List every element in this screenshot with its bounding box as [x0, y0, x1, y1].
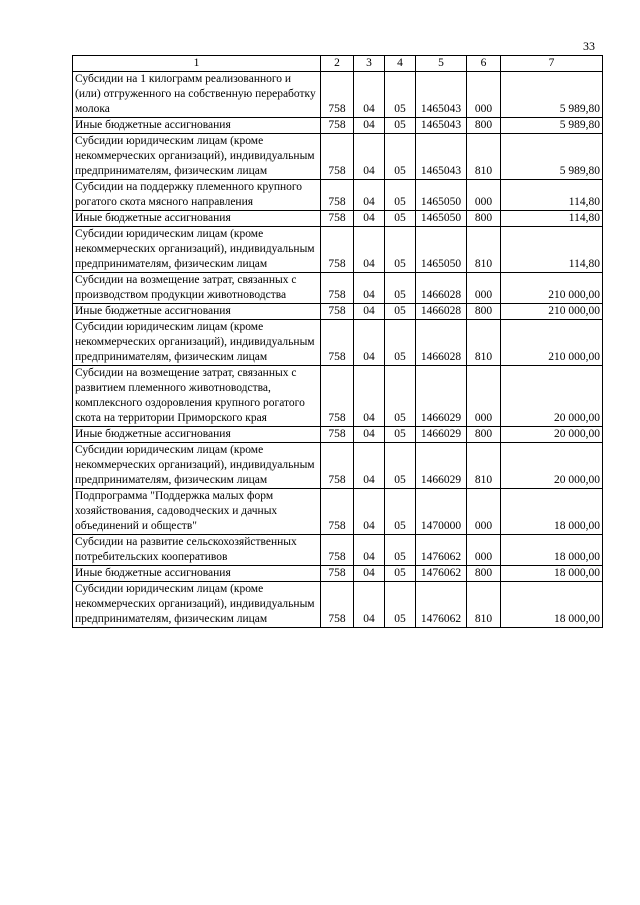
cell-amount: 20 000,00	[501, 366, 603, 427]
cell-amount: 5 989,80	[501, 118, 603, 134]
cell-code-2: 758	[321, 118, 354, 134]
cell-code-5: 1465043	[416, 134, 467, 180]
cell-code-5: 1470000	[416, 489, 467, 535]
cell-amount: 5 989,80	[501, 134, 603, 180]
header-col-5: 5	[416, 56, 467, 72]
cell-code-4: 05	[385, 427, 416, 443]
cell-code-6: 800	[467, 211, 501, 227]
table-row	[73, 227, 603, 273]
table-row	[73, 180, 603, 211]
cell-code-6: 800	[467, 427, 501, 443]
cell-amount: 114,80	[501, 227, 603, 273]
cell-code-2: 758	[321, 443, 354, 489]
cell-code-5: 1465050	[416, 180, 467, 211]
cell-code-3: 04	[354, 366, 385, 427]
cell-amount: 5 989,80	[501, 72, 603, 118]
cell-code-6: 000	[467, 366, 501, 427]
cell-code-2: 758	[321, 211, 354, 227]
cell-code-2: 758	[321, 180, 354, 211]
cell-amount: 210 000,00	[501, 304, 603, 320]
cell-code-4: 05	[385, 180, 416, 211]
table-row	[73, 118, 603, 134]
cell-amount: 210 000,00	[501, 273, 603, 304]
cell-code-5: 1476062	[416, 566, 467, 582]
cell-code-6: 800	[467, 304, 501, 320]
table-row	[73, 535, 603, 566]
cell-code-3: 04	[354, 427, 385, 443]
page-number: 33	[583, 39, 595, 53]
cell-code-2: 758	[321, 134, 354, 180]
header-col-7: 7	[501, 56, 603, 72]
table-row	[73, 366, 603, 427]
cell-code-6: 810	[467, 582, 501, 628]
cell-code-5: 1466028	[416, 320, 467, 366]
cell-code-3: 04	[354, 118, 385, 134]
cell-code-5: 1476062	[416, 582, 467, 628]
cell-code-5: 1465050	[416, 211, 467, 227]
table-row	[73, 304, 603, 320]
cell-code-5: 1476062	[416, 535, 467, 566]
cell-name: Иные бюджетные ассигнования	[73, 304, 321, 320]
cell-code-3: 04	[354, 211, 385, 227]
cell-code-2: 758	[321, 427, 354, 443]
cell-code-5: 1465043	[416, 72, 467, 118]
cell-code-4: 05	[385, 535, 416, 566]
cell-code-4: 05	[385, 489, 416, 535]
table-row	[73, 273, 603, 304]
table-row	[73, 427, 603, 443]
cell-code-3: 04	[354, 489, 385, 535]
cell-code-2: 758	[321, 72, 354, 118]
cell-amount: 18 000,00	[501, 566, 603, 582]
cell-code-2: 758	[321, 489, 354, 535]
cell-amount: 18 000,00	[501, 489, 603, 535]
cell-amount: 20 000,00	[501, 443, 603, 489]
cell-name: Субсидии юридическим лицам (кроме некоммерческих организаций), индивидуальным предпринимателям, физическим лицам	[73, 582, 321, 628]
cell-code-6: 810	[467, 443, 501, 489]
cell-code-3: 04	[354, 227, 385, 273]
header-col-3: 3	[354, 56, 385, 72]
table-row	[73, 489, 603, 535]
cell-name: Субсидии на поддержку племенного крупного рогатого скота мясного направления	[73, 180, 321, 211]
cell-name: Иные бюджетные ассигнования	[73, 211, 321, 227]
cell-amount: 18 000,00	[501, 535, 603, 566]
cell-amount: 210 000,00	[501, 320, 603, 366]
cell-code-3: 04	[354, 320, 385, 366]
cell-code-3: 04	[354, 134, 385, 180]
cell-code-6: 000	[467, 489, 501, 535]
cell-code-2: 758	[321, 366, 354, 427]
cell-code-3: 04	[354, 72, 385, 118]
table-row	[73, 443, 603, 489]
cell-code-4: 05	[385, 118, 416, 134]
cell-code-4: 05	[385, 134, 416, 180]
cell-code-4: 05	[385, 320, 416, 366]
table-row	[73, 72, 603, 118]
table-row	[73, 134, 603, 180]
cell-code-3: 04	[354, 535, 385, 566]
table-row	[73, 320, 603, 366]
cell-code-5: 1466028	[416, 304, 467, 320]
cell-code-6: 000	[467, 535, 501, 566]
cell-code-6: 800	[467, 566, 501, 582]
cell-name: Субсидии на возмещение затрат, связанных с развитием племенного животноводства, комплексного оздоровления крупного рогатого скота на территории Приморского края	[73, 366, 321, 427]
cell-name: Субсидии на 1 килограмм реализованного и (или) отгруженного на собственную переработку молока	[73, 72, 321, 118]
cell-name: Иные бюджетные ассигнования	[73, 566, 321, 582]
cell-code-6: 000	[467, 180, 501, 211]
cell-code-3: 04	[354, 566, 385, 582]
cell-code-3: 04	[354, 443, 385, 489]
cell-code-5: 1465043	[416, 118, 467, 134]
table-row	[73, 211, 603, 227]
cell-code-6: 000	[467, 273, 501, 304]
cell-amount: 114,80	[501, 211, 603, 227]
cell-code-4: 05	[385, 566, 416, 582]
cell-code-6: 800	[467, 118, 501, 134]
cell-code-5: 1466029	[416, 427, 467, 443]
header-col-2: 2	[321, 56, 354, 72]
cell-name: Подпрограмма "Поддержка малых форм хозяйствования, садоводческих и дачных объединений и обществ"	[73, 489, 321, 535]
cell-code-2: 758	[321, 227, 354, 273]
cell-code-2: 758	[321, 304, 354, 320]
cell-code-4: 05	[385, 366, 416, 427]
table-row	[73, 582, 603, 628]
cell-code-3: 04	[354, 304, 385, 320]
cell-name: Субсидии юридическим лицам (кроме некоммерческих организаций), индивидуальным предпринимателям, физическим лицам	[73, 227, 321, 273]
cell-code-2: 758	[321, 320, 354, 366]
cell-name: Субсидии юридическим лицам (кроме некоммерческих организаций), индивидуальным предпринимателям, физическим лицам	[73, 134, 321, 180]
cell-amount: 114,80	[501, 180, 603, 211]
cell-code-6: 000	[467, 72, 501, 118]
cell-code-4: 05	[385, 273, 416, 304]
cell-code-4: 05	[385, 443, 416, 489]
cell-code-4: 05	[385, 227, 416, 273]
cell-code-4: 05	[385, 304, 416, 320]
header-col-4: 4	[385, 56, 416, 72]
cell-code-3: 04	[354, 582, 385, 628]
cell-code-2: 758	[321, 582, 354, 628]
cell-code-3: 04	[354, 180, 385, 211]
cell-name: Иные бюджетные ассигнования	[73, 118, 321, 134]
cell-code-6: 810	[467, 320, 501, 366]
cell-name: Субсидии на развитие сельскохозяйственных потребительских кооперативов	[73, 535, 321, 566]
cell-amount: 20 000,00	[501, 427, 603, 443]
cell-name: Субсидии юридическим лицам (кроме некоммерческих организаций), индивидуальным предпринимателям, физическим лицам	[73, 443, 321, 489]
cell-code-5: 1466029	[416, 443, 467, 489]
cell-code-2: 758	[321, 273, 354, 304]
header-row	[73, 56, 603, 72]
cell-code-3: 04	[354, 273, 385, 304]
cell-code-2: 758	[321, 535, 354, 566]
budget-table	[72, 55, 603, 628]
cell-code-5: 1466029	[416, 366, 467, 427]
cell-code-4: 05	[385, 211, 416, 227]
cell-code-2: 758	[321, 566, 354, 582]
cell-code-4: 05	[385, 72, 416, 118]
table-row	[73, 566, 603, 582]
cell-code-6: 810	[467, 227, 501, 273]
header-col-6: 6	[467, 56, 501, 72]
cell-code-5: 1465050	[416, 227, 467, 273]
cell-name: Иные бюджетные ассигнования	[73, 427, 321, 443]
cell-name: Субсидии на возмещение затрат, связанных с производством продукции животноводства	[73, 273, 321, 304]
cell-amount: 18 000,00	[501, 582, 603, 628]
cell-code-6: 810	[467, 134, 501, 180]
header-col-1: 1	[73, 56, 321, 72]
cell-name: Субсидии юридическим лицам (кроме некоммерческих организаций), индивидуальным предпринимателям, физическим лицам	[73, 320, 321, 366]
cell-code-5: 1466028	[416, 273, 467, 304]
cell-code-4: 05	[385, 582, 416, 628]
